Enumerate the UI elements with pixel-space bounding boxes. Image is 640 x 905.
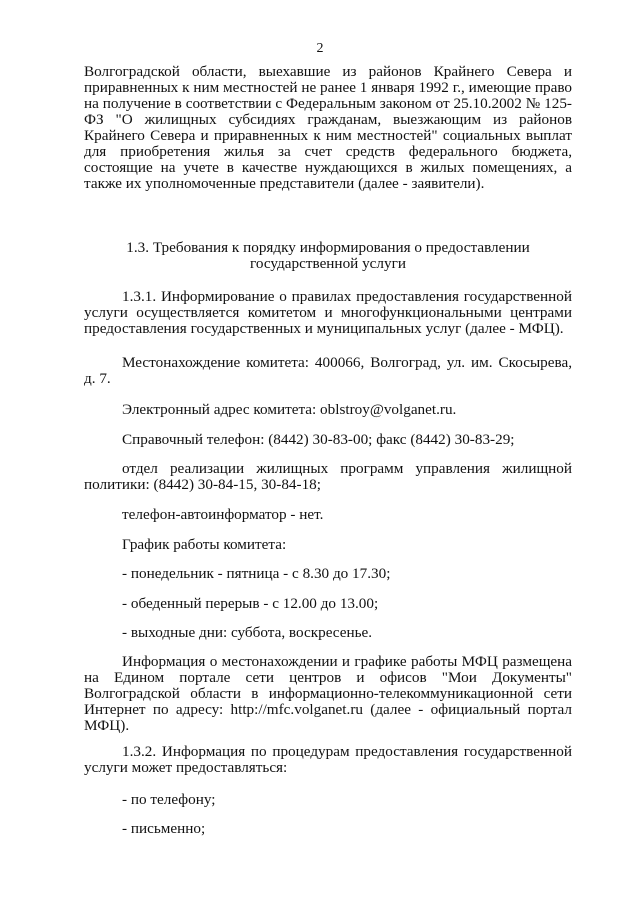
section-heading: 1.3. Требования к порядку информирования о предоставлении государственной услуги — [126, 239, 530, 272]
mfc-info-paragraph: Информация о местонахождении и графике работы МФЦ размещена на Едином портале сети центров и офисов "Мои Документы" Волгоградской области в информационно-телекоммуникационной сети Интернет по адресу: http://mfc.volganet.ru (далее - официальный портал МФЦ). — [84, 653, 572, 734]
schedule-lunch: - обеденный перерыв - с 12.00 до 13.00; — [122, 595, 379, 612]
committee-location: Местонахождение комитета: 400066, Волгоград, ул. им. Скосырева, д. 7. — [84, 354, 572, 387]
list-item-in-writing: - письменно; — [122, 820, 206, 837]
schedule-weekend: - выходные дни: суббота, воскресенье. — [122, 624, 373, 641]
schedule-weekdays: - понедельник - пятница - с 8.30 до 17.30; — [122, 565, 391, 582]
page-number: 2 — [316, 41, 324, 56]
department-phones: отдел реализации жилищных программ управления жилищной политики: (8442) 30-84-15, 30-84-18; — [84, 460, 572, 493]
paragraph-1-3-2: 1.3.2. Информация по процедурам предоставления государственной услуги может предоставляться: — [84, 743, 572, 776]
paragraph-1-3-1: 1.3.1. Информирование о правилах предоставления государственной услуги осуществляется комитетом и многофункциональными центрами предоставления государственных и муниципальных услуг (далее - МФЦ). — [84, 288, 572, 337]
committee-email: Электронный адрес комитета: oblstroy@volganet.ru. — [122, 401, 457, 418]
committee-phone: Справочный телефон: (8442) 30-83-00; факс (8442) 30-83-29; — [122, 431, 515, 448]
list-item-by-phone: - по телефону; — [122, 791, 216, 808]
schedule-title: График работы комитета: — [122, 536, 287, 553]
intro-paragraph: Волгоградской области, выехавшие из районов Крайнего Севера и приравненных к ним местностей не ранее 1 января 1992 г., имеющие право на получение в соответствии с Федеральным законом от 25.10.2002 № 125-ФЗ "О жилищных субсидиях гражданам, выезжающим из районов Крайнего Севера и приравненных к ним местностей" социальных выплат для приобретения жилья за счет средств федерального бюджета, состоящие на учете в качестве нуждающихся в жилых помещениях, а также их уполномоченные представители (далее - заявители). — [84, 63, 572, 192]
autoinformer-line: телефон-автоинформатор - нет. — [122, 506, 324, 523]
